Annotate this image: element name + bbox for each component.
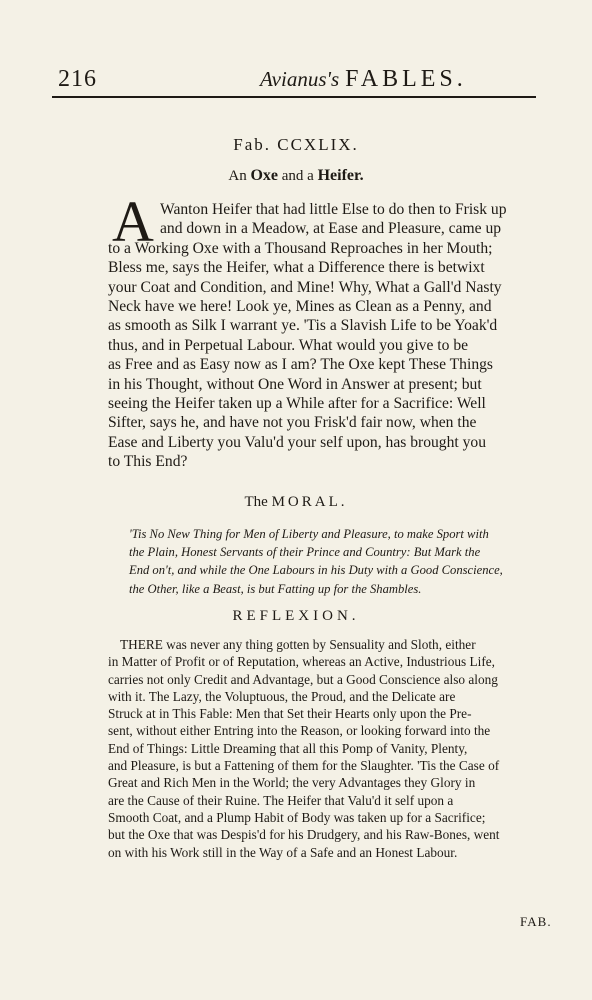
fable-line: Sifter, says he, and have not you Frisk'd fair now, when the xyxy=(108,414,477,432)
reflexion-line: and Pleasure, is but a Fattening of them for the Slaughter. 'Tis the Case of xyxy=(108,758,500,774)
reflexion-line: Smooth Coat, and a Plump Habit of Body was taken up for a Sacrifice; xyxy=(108,809,486,825)
fable-line: thus, and in Perpetual Labour. What would you give to be xyxy=(108,336,469,354)
reflexion-line: THERE was never any thing gotten by Sensuality and Sloth, either xyxy=(120,637,476,652)
moral-heading xyxy=(0,494,592,511)
header-rule xyxy=(52,96,536,98)
fable-line: and down in a Meadow, at Ease and Pleasure, came up xyxy=(160,220,502,238)
reflexion-line: End of Things: Little Dreaming that all this Pomp of Vanity, Plenty, xyxy=(108,740,468,756)
fable-line: as Free and as Easy now as I am? The Oxe kept These Things xyxy=(108,356,493,374)
fable-subtitle xyxy=(0,167,592,185)
fable-line: Bless me, says the Heifer, what a Difference there is betwixt xyxy=(108,259,485,277)
reflexion-line: are the Cause of their Ruine. The Heifer that Valu'd it self upon a xyxy=(108,792,454,808)
catchword: FAB. xyxy=(520,914,552,929)
running-title-word: FABLES. xyxy=(345,66,467,92)
fable-line: to a Working Oxe with a Thousand Reproaches in her Mouth; xyxy=(108,239,493,257)
fable-line: seeing the Heifer taken up a While after for a Sacrifice: Well xyxy=(108,395,486,413)
reflexion-line: sent, without either Entring into the Reason, or looking forward into the xyxy=(108,723,491,739)
reflexion-text xyxy=(108,636,560,861)
fable-line: as smooth as Silk I warrant ye. 'Tis a Slavish Life to be Yoak'd xyxy=(108,317,498,335)
fable-line: to This End? xyxy=(108,453,188,471)
fable-line: Ease and Liberty you Valu'd your self upon, has brought you xyxy=(108,433,487,451)
reflexion-line: Great and Rich Men in the World; the very Advantages they Glory in xyxy=(108,775,476,791)
reflexion-line: carries not only Credit and Advantage, but a Good Conscience also along xyxy=(108,671,498,687)
running-header xyxy=(58,66,534,96)
subtitle-heifer: Heifer. xyxy=(317,167,364,184)
fable-line: your Coat and Condition, and Mine! Why, What a Gall'd Nasty xyxy=(108,278,502,296)
fable-line: Neck have we here! Look ye, Mines as Clean as a Penny, and xyxy=(108,298,492,316)
moral-line: End on't, and while the One Labours in his Duty with a Good Conscience, xyxy=(129,563,503,578)
fable-line: Wanton Heifer that had little Else to do then to Frisk up xyxy=(160,201,507,218)
subtitle-prefix: An xyxy=(228,168,247,184)
running-title xyxy=(260,66,467,93)
moral-heading-word: MORAL. xyxy=(271,494,348,510)
fable-number: Fab. CCXLIX. xyxy=(233,135,359,154)
page-number: 216 xyxy=(58,66,97,92)
subtitle-and: and a xyxy=(281,168,314,184)
reflexion-line: with it. The Lazy, the Voluptuous, the Proud, and the Delicate are xyxy=(108,688,456,704)
moral-line: 'Tis No New Thing for Men of Liberty and Pleasure, to make Sport with xyxy=(129,527,489,541)
reflexion-line: but the Oxe that was Despis'd for his Drudgery, and his Raw-Bones, went xyxy=(108,827,500,843)
drop-cap: A xyxy=(112,189,154,254)
reflexion-line: Struck at in This Fable: Men that Set their Hearts only upon the Pre- xyxy=(108,706,472,722)
moral-line: the Plain, Honest Servants of their Prince and Country: But Mark the xyxy=(129,545,481,560)
reflexion-line: on with his Work still in the Way of a Safe and an Honest Labour. xyxy=(108,844,458,860)
running-title-author: Avianus's xyxy=(260,67,340,91)
reflexion-line: in Matter of Profit or of Reputation, whereas an Active, Industrious Life, xyxy=(108,654,495,670)
subtitle-ox: Oxe xyxy=(250,167,278,184)
fable-text xyxy=(108,200,566,472)
moral-heading-prefix: The xyxy=(244,494,268,510)
fable-line: in his Thought, without One Word in Answer at present; but xyxy=(108,375,482,393)
reflexion-heading: REFLEXION. xyxy=(232,608,360,624)
moral-text xyxy=(126,525,562,598)
moral-line: the Other, like a Beast, is but Fatting up for the Shambles. xyxy=(129,581,422,596)
